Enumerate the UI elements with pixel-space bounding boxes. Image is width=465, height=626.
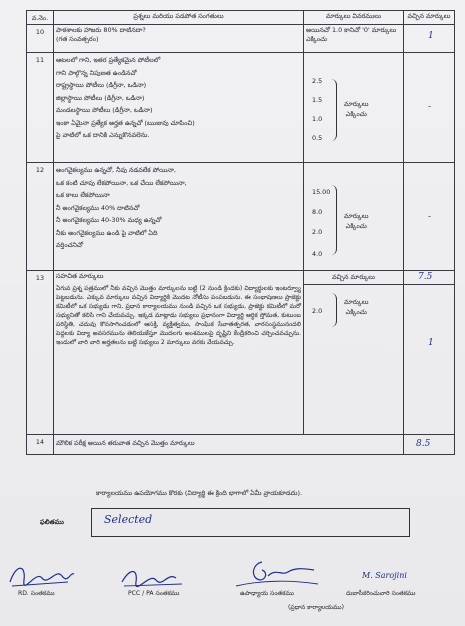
row-question xyxy=(54,25,304,53)
signature-scribble-1 xyxy=(6,560,76,590)
question-line: నీ అంగవైకల్యము 40% దాటినచో xyxy=(56,203,140,212)
brace xyxy=(331,293,337,327)
header-question: ప్రశ్నలు మరియు పడపోత సంగతులు xyxy=(54,11,304,25)
signature-pcc-label: PCC / PA సంతకము xyxy=(128,590,180,597)
row-question xyxy=(54,271,304,435)
table-header-row xyxy=(27,11,455,25)
signature-scribble-3 xyxy=(232,558,322,592)
marks-label-line: మార్కులు xyxy=(344,212,369,221)
evaluation-table xyxy=(26,10,455,455)
mark-value: 1.0 xyxy=(312,115,323,124)
question-line: మండలస్థాయి పోటీలు (డిగ్రీనా, ఒడినా) xyxy=(56,106,153,115)
table-row-14 xyxy=(27,435,455,455)
row-awarded xyxy=(404,25,455,53)
result-value: Selected xyxy=(104,513,153,526)
awarded-mark: 8.5 xyxy=(416,439,431,450)
row-question xyxy=(54,53,304,163)
row-marks xyxy=(304,163,404,271)
awarded-subheader xyxy=(404,271,454,285)
brace xyxy=(331,79,337,141)
office-use-note: కార్యాలయము ఉపయోగము కొరకు (విద్యార్థి ఈ క్రింది భాగాలో ఏమీ వ్రాయకూడదు). xyxy=(96,489,303,497)
section-paragraph: ఏగువ ప్రశ్న పత్రములో నీకు వచ్చిన మొత్తం మార్కులను బట్టి (2 నుండి క్రిందకు) విద్యార్థులకు ఇంటర్వ్యూ పెట్టబడును. ఎక్కువ మార్కులు వచ్చిన విద్యార్థికి మొదట నోటీసు పంపబడును. ఈ సంభాషణలు ప్రాజెక్టు కమిటీలో ఒక సభ్యుడు గాని, ప్రధాన కార్యాలయము నుండి వచ్చిన ఒక సభ్యుడు, ప్రాజెక్టు కమిటీలో మరో సభ్యునితో కలిసి గాని చేయవచ్చు. ఇక్కడ మాట్లాడు సభ్యులు ప్రధానంగా విద్యార్థి ఆర్థిక స్తోమత, కుటుంబ పరిస్థితి, చదువు కొనసాగించడంలో ఆసక్తి, వ్యక్తిత్వము, సాంఘిక సేవాతత్పరత, వారసంస్థమునందలి పెద్దలకు విద్యా అవసరమును తెలియజేస్తూ మొదలగు అంశములపై దృష్టిని కేంద్రీకరించి చర్చించవచ్చును. ఇందులో వారి వారి అర్హతలను బట్టి సభ్యులు 2 మార్కులు వరకు వేయవచ్చు. xyxy=(56,285,301,347)
question-line: అంగవైకల్యము ఉన్నచో, నీవు నడవలేక పోయినా, xyxy=(56,166,177,175)
awarded-mark: - xyxy=(428,102,432,113)
question-line: పాఠశాలకు హాజరు 80% దాటినదా? xyxy=(56,26,146,35)
marks-label-line: మార్కులు xyxy=(344,298,369,307)
signature-translator-label: దుబాసీకరించువారి సంతకము xyxy=(346,590,416,597)
marks-label-line: ఎక్కించు xyxy=(345,222,367,231)
awarded-mark: 1 xyxy=(428,338,434,349)
row-sn: 10 xyxy=(27,25,54,53)
mark-value: 4.0 xyxy=(312,250,323,259)
question-line: ఒక కాలు లేకపోయినా xyxy=(56,191,110,200)
signature-name-sarojini: M. Sarojini xyxy=(362,571,407,580)
mark-value: 15.00 xyxy=(312,188,331,197)
row-sn: 13 xyxy=(27,271,54,435)
header-sn: వ.నెం. xyxy=(27,11,54,25)
row-awarded xyxy=(404,53,455,163)
question-line: నీకు అంగవైకల్యము ఉండి పై వాటిలో ఏది xyxy=(56,228,158,237)
question-line: జిల్లాస్థాయి పోటీలు (డిగ్రీనా, ఒడినా) xyxy=(56,93,145,102)
mark-value: 2.0 xyxy=(312,228,323,237)
header-awarded: వచ్చిన మార్కులు xyxy=(404,11,455,25)
question-line: ఆటలలో గాని, ఇతర ప్రత్యేకమైన పోటీలలో xyxy=(56,56,161,65)
question-line: గాని పాల్గొన్న నిపుణత ఉండినచో xyxy=(56,68,137,77)
awarded-mark: 1 xyxy=(428,31,434,42)
question-line: పై వాటిలో ఒక దానికి ఎన్నుకొనవలెను. xyxy=(56,131,150,139)
section-title: సహచిత మార్కులు xyxy=(56,272,104,281)
table-row-11 xyxy=(27,53,455,163)
row-awarded xyxy=(404,271,455,435)
awarded-mark: - xyxy=(428,212,432,223)
row-sn: 12 xyxy=(27,163,54,271)
mark-value: 2.0 xyxy=(312,307,323,316)
marks-label xyxy=(344,211,368,232)
question-line: వర్తించనిచో xyxy=(56,241,84,249)
mark-value: 2.5 xyxy=(312,77,323,86)
signature-rd-label: RD. సంతకము xyxy=(18,590,55,597)
row-awarded xyxy=(404,435,455,455)
marks-label-line: మార్కులు xyxy=(344,100,369,109)
question-line: ఒక కంటి చూపు లేకపోయినా, ఒక చేయి లేకపోయినా, xyxy=(56,178,187,187)
table-row-13 xyxy=(27,271,455,435)
row-details: అయినచో 1.0 కానిచో '0' మార్కులు ఎక్కించు xyxy=(304,25,404,53)
subheader-cell: వచ్చిన మార్కులు xyxy=(304,271,403,285)
signature-teacher-label: ఉపాధ్యాయ సంతకము xyxy=(240,590,294,597)
marks-label xyxy=(344,297,368,318)
table-row-10 xyxy=(27,25,455,53)
row-sn: 14 xyxy=(27,435,54,455)
header-details: మార్కులు వివరములు xyxy=(304,11,404,25)
table-row-12 xyxy=(27,163,455,271)
row-marks xyxy=(304,53,404,163)
brace xyxy=(331,185,337,255)
marks-label-line: ఎక్కించు xyxy=(345,110,367,119)
marks-label xyxy=(344,99,368,120)
row-awarded xyxy=(404,163,455,271)
question-line: రాష్ట్రస్థాయి పోటీలు (డిగ్రీనా, ఒడినా) xyxy=(56,81,147,90)
mark-value: 8.0 xyxy=(312,208,323,217)
result-label: ఫలితము xyxy=(40,518,64,526)
question-line: (గత సంవత్సరం) xyxy=(56,35,99,44)
result-box xyxy=(91,508,410,537)
signature-scribble-2 xyxy=(118,562,188,592)
marks-label-line: ఎక్కించు xyxy=(345,308,367,317)
mark-value: 0.5 xyxy=(312,134,323,143)
row-question: మౌలిక పరీక్ష అయిన తరువాత వచ్చిన మొత్తం మార్కులు xyxy=(54,435,404,455)
row-question xyxy=(54,163,304,271)
signature-teacher-sub: (ప్రధాన కార్యాలయము) xyxy=(288,604,344,611)
row-sn: 11 xyxy=(27,53,54,163)
mark-value: 1.5 xyxy=(312,96,323,105)
row-marks xyxy=(304,271,404,435)
awarded-subtotal: 7.5 xyxy=(418,272,433,283)
question-line: నీ అంగవైకల్యము 40-30% మధ్య ఉన్నచో xyxy=(56,216,162,225)
question-line: ఇంకా ఏమైనా ప్రత్యేక అర్హత ఉన్నచో (ఋజువు చూపించి) xyxy=(56,118,195,127)
